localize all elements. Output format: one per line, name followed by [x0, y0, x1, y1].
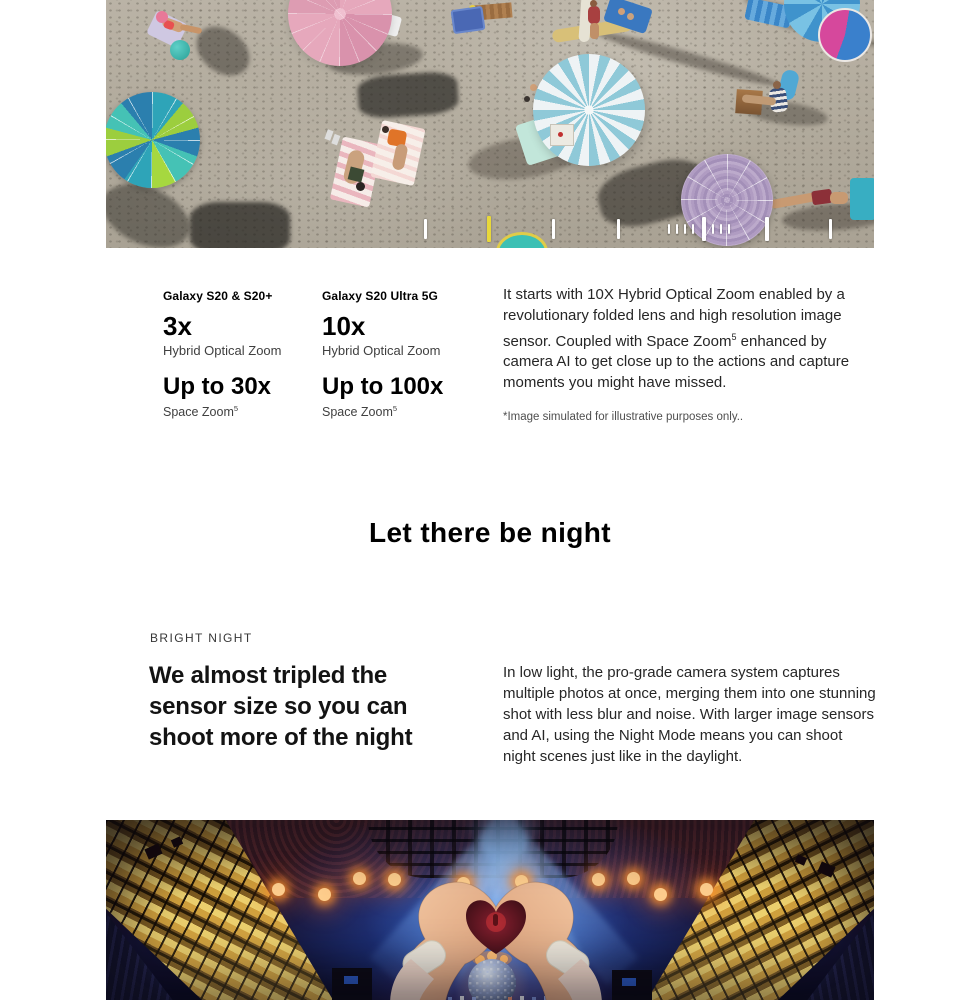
ruler-tick [829, 219, 832, 239]
head [773, 81, 781, 89]
section-heading: Let there be night [368, 517, 612, 548]
flip-flops [324, 129, 333, 140]
head [590, 0, 597, 7]
ruler-tick [765, 217, 769, 241]
towel [450, 6, 485, 34]
optical-zoom-value: 10x [322, 311, 366, 341]
person-standing [588, 6, 600, 24]
zoom-ruler [106, 214, 874, 244]
footnote-marker: 5 [233, 404, 239, 413]
vignette [106, 820, 874, 1000]
cooler-dot [558, 132, 563, 137]
ruler-tick [487, 216, 491, 242]
optical-zoom-label: Hybrid Optical Zoom [322, 343, 441, 358]
person [524, 96, 530, 102]
cooler-ball [170, 40, 190, 60]
spec-column-s20 [163, 289, 281, 419]
optical-zoom-value: 3x [163, 311, 192, 341]
ruler-tick [712, 224, 714, 234]
night-description: In low light, the pro-grade camera system captures multiple photos at once, merging them into one stunning shot with less blur and noise. With larger image sensors and AI, using the Night Mode means you can shoot night scenes just like in the daylight. [503, 664, 876, 765]
image-disclaimer: *Image simulated for illustrative purposes only.. [503, 411, 744, 423]
model-name: Galaxy S20 & S20+ [163, 289, 273, 303]
eyebrow-label: BRIGHT NIGHT [150, 631, 253, 645]
footnote-marker: 5 [731, 331, 737, 342]
night-title: We almost tripled the sensor size so you can shoot more of the night [149, 662, 413, 751]
torso [830, 192, 848, 204]
ruler-tick [702, 217, 706, 241]
umbrella-pink-blue [818, 8, 872, 62]
zoom-description: It starts with 10X Hybrid Optical Zoom enabled by a revolutionary folded lens and high resolution image sensor. Coupled with Space Zoom$^5$ enhanced by camera AI to get close up to the actions and capture moments you might have missed. [503, 286, 850, 392]
ruler-tick [728, 224, 730, 234]
ruler-tick [552, 219, 555, 239]
footnote-marker: 5 [392, 404, 398, 413]
beach-zoom-photo [106, 0, 874, 248]
ruler-tick [424, 219, 427, 239]
model-name: Galaxy S20 Ultra 5G [322, 289, 438, 303]
person-sitting [618, 8, 625, 15]
person-sitting [627, 13, 634, 20]
ruler-tick [668, 224, 670, 234]
ruler-tick [617, 219, 620, 239]
umbrella-striped [533, 54, 645, 166]
optical-zoom-label: Hybrid Optical Zoom [163, 343, 282, 358]
ruler-tick [720, 224, 722, 234]
shadow [357, 71, 460, 120]
umbrella-mosaic [106, 92, 200, 188]
ruler-tick [692, 224, 694, 234]
ruler-tick [684, 224, 686, 234]
space-zoom-value: Up to 100x [322, 373, 444, 400]
spec-column-s20-ultra [322, 289, 443, 419]
space-zoom-value: Up to 30x [163, 373, 272, 400]
sun-hat [156, 11, 168, 23]
hair [356, 182, 365, 191]
legs [590, 23, 599, 39]
ruler-tick [676, 224, 678, 234]
space-zoom-label: Space Zoom$^5$ [322, 404, 398, 420]
concert-night-photo [106, 820, 874, 1000]
hair [382, 126, 389, 133]
space-zoom-label: Space Zoom$^5$ [163, 404, 239, 420]
